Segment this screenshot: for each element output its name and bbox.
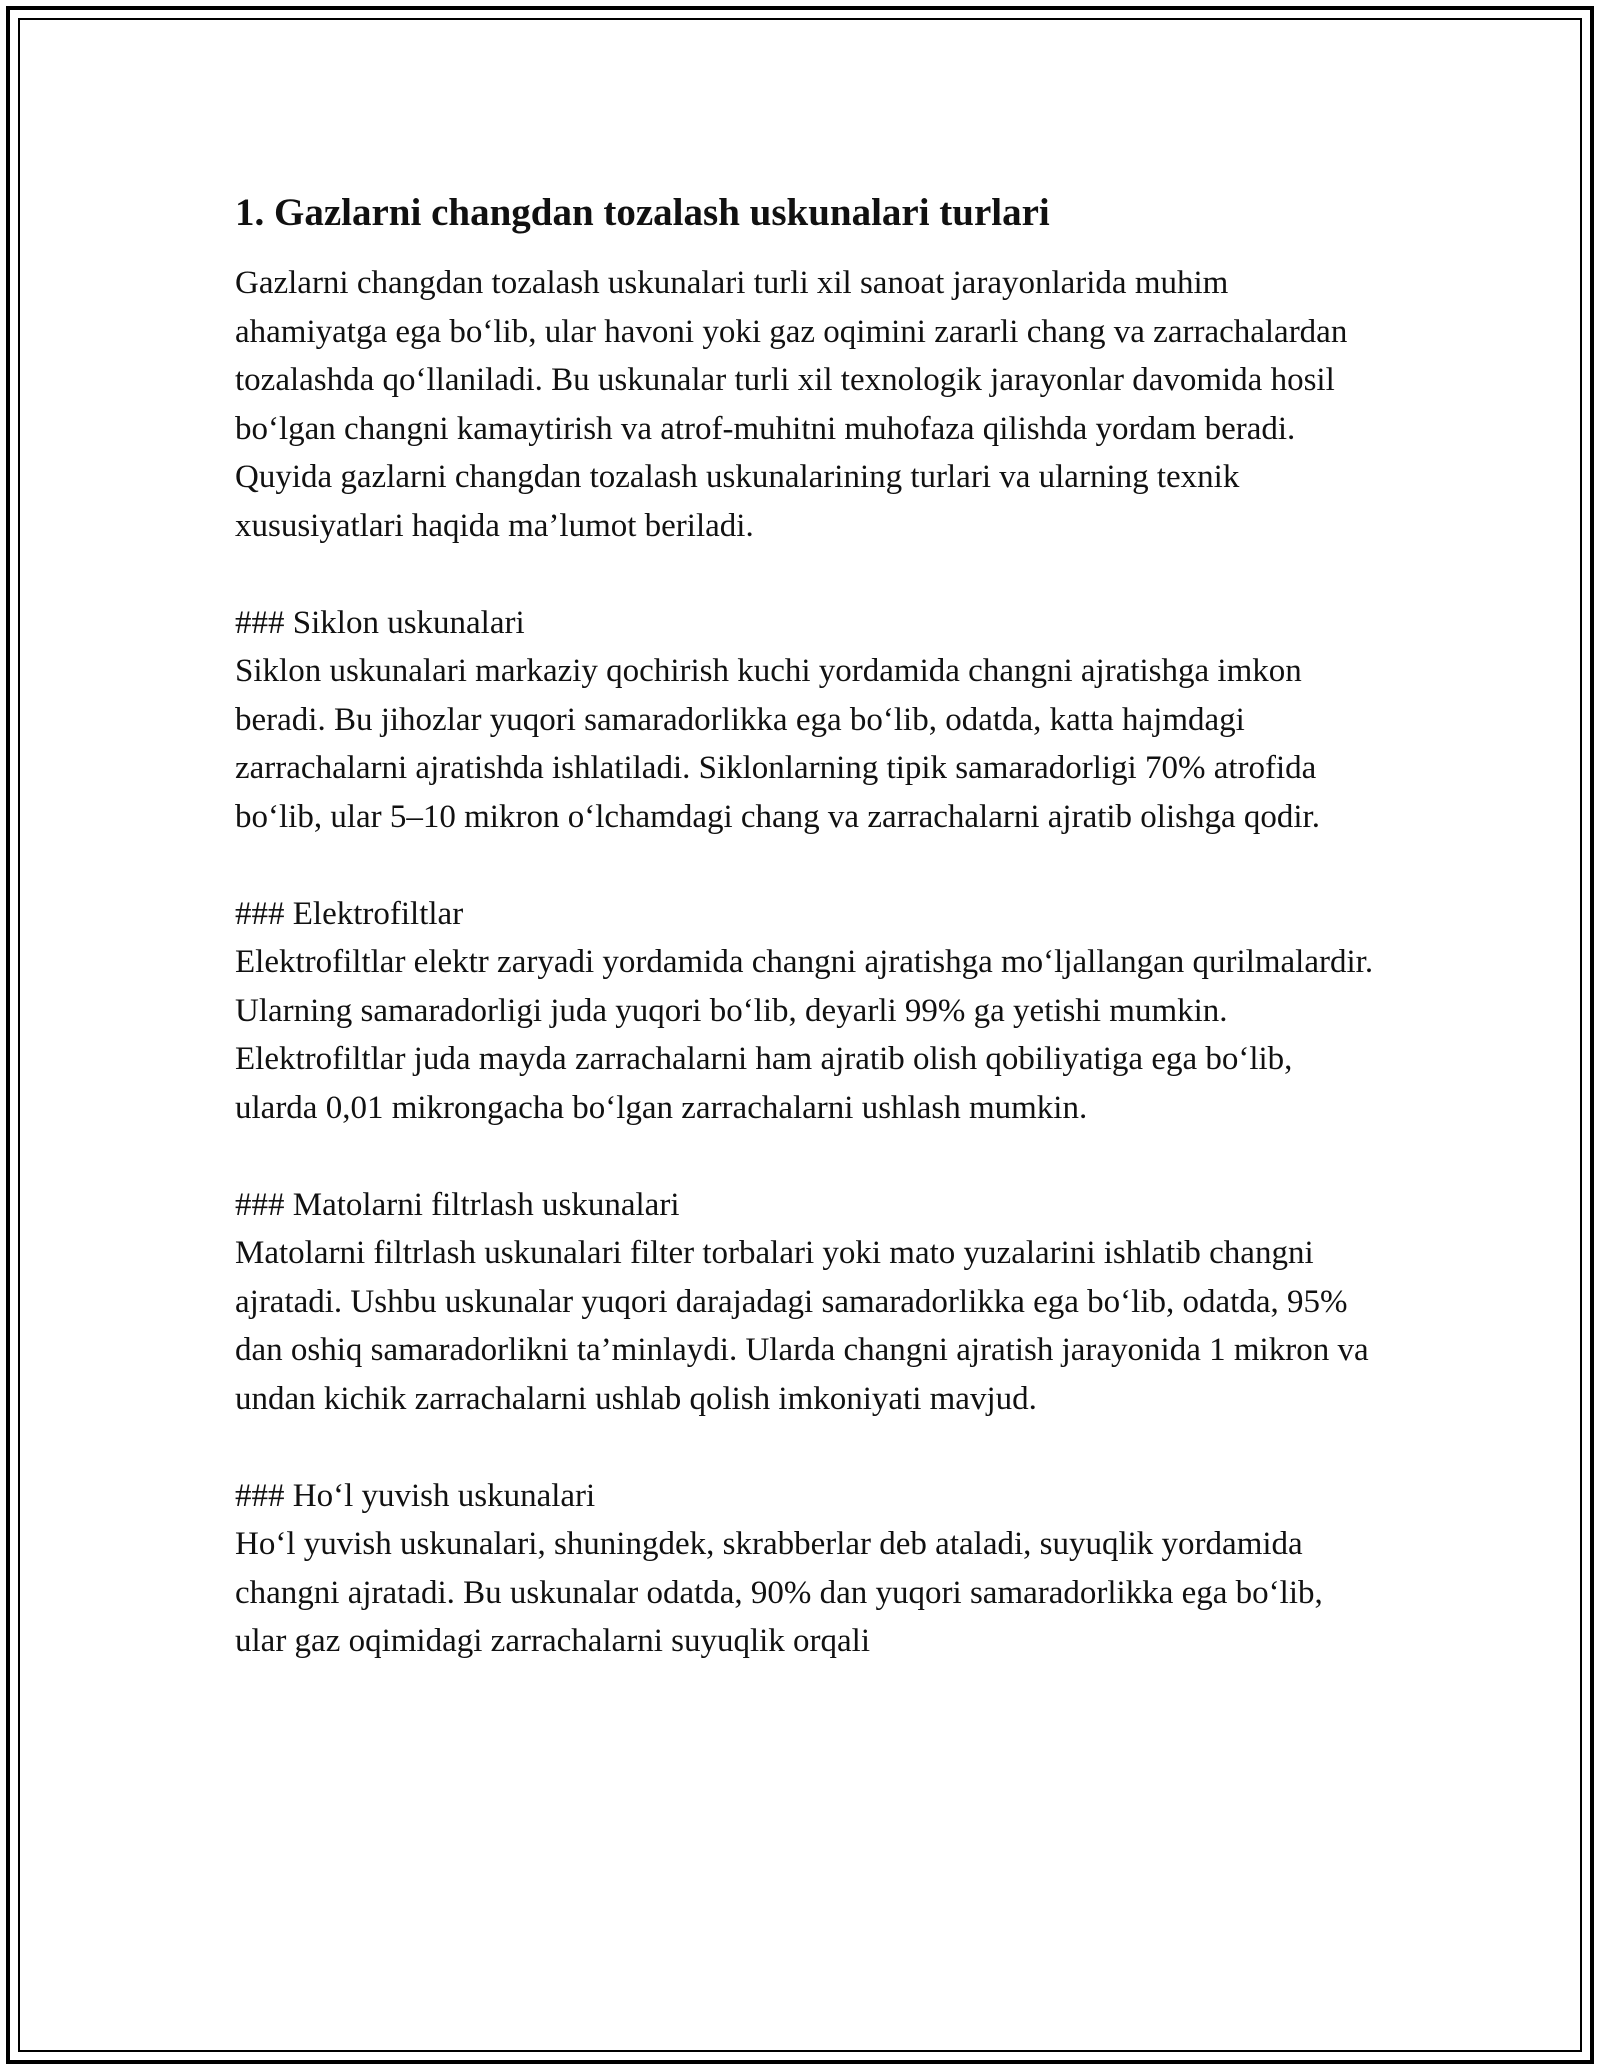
section-heading: ### Elektrofiltlar <box>235 895 464 932</box>
section-elektrofiltlar <box>235 890 1375 1133</box>
section-heading: ### Ho‘l yuvish uskunalari <box>235 1477 596 1514</box>
document-title: 1. Gazlarni changdan tozalash uskunalari turlari <box>235 191 1050 234</box>
section-hol-yuvish <box>235 1472 1375 1666</box>
section-paragraph: Ho‘l yuvish uskunalari, shuningdek, skrabberlar deb ataladi, suyuqlik yordamida changni ajratadi. Bu uskunalar odatda, 90% dan yuqori samaradorlikka ega bo‘lib, ular gaz oqimidagi zarrachalarni suyuqlik orqali <box>235 1526 1323 1659</box>
section-heading: ### Siklon uskunalari <box>235 604 525 641</box>
section-paragraph: Elektrofiltlar elektr zaryadi yordamida changni ajratishga mo‘ljallangan qurilmalardir. Ularning samaradorligi juda yuqori bo‘lib, deyarli 99% ga yetishi mumkin. Elektrofiltlar juda mayda zarrachalarni ham ajratib olish qobiliyatiga ega bo‘lib, ularda 0,01 mikrongacha bo‘lgan zarrachalarni ushlash mumkin. <box>235 944 1374 1126</box>
section-matolarni-filtrlash <box>235 1181 1375 1424</box>
document-content <box>235 185 1375 1666</box>
section-paragraph: Siklon uskunalari markaziy qochirish kuchi yordamida changni ajratishga imkon beradi. Bu jihozlar yuqori samaradorlikka ega bo‘lib, odatda, katta hajmdagi zarrachalarni ajratishda ishlatiladi. Siklonlarning tipik samaradorligi 70% atrofida bo‘lib, ular 5–10 mikron o‘lchamdagi chang va zarrachalarni ajratib olishga qodir. <box>235 653 1320 835</box>
intro-paragraph: Gazlarni changdan tozalash uskunalari turli xil sanoat jarayonlarida muhim ahamiyatga ega bo‘lib, ular havoni yoki gaz oqimini zararli chang va zarrachalardan tozalashda qo‘llaniladi. Bu uskunalar turli xil texnologik jarayonlar davomida hosil bo‘lgan changni kamaytirish va atrof-muhitni muhofaza qilishda yordam beradi. Quyida gazlarni changdan tozalash uskunalarining turlari va ularning texnik xususiyatlari haqida ma’lumot beriladi. <box>235 265 1348 544</box>
section-heading: ### Matolarni filtrlash uskunalari <box>235 1186 680 1223</box>
section-siklon <box>235 599 1375 842</box>
section-paragraph: Matolarni filtrlash uskunalari filter torbalari yoki mato yuzalarini ishlatib changni ajratadi. Ushbu uskunalar yuqori darajadagi samaradorlikka ega bo‘lib, odatda, 95% dan oshiq samaradorlikni ta’minlaydi. Ularda changni ajratish jarayonida 1 mikron va undan kichik zarrachalarni ushlab qolish imkoniyati mavjud. <box>235 1235 1369 1417</box>
